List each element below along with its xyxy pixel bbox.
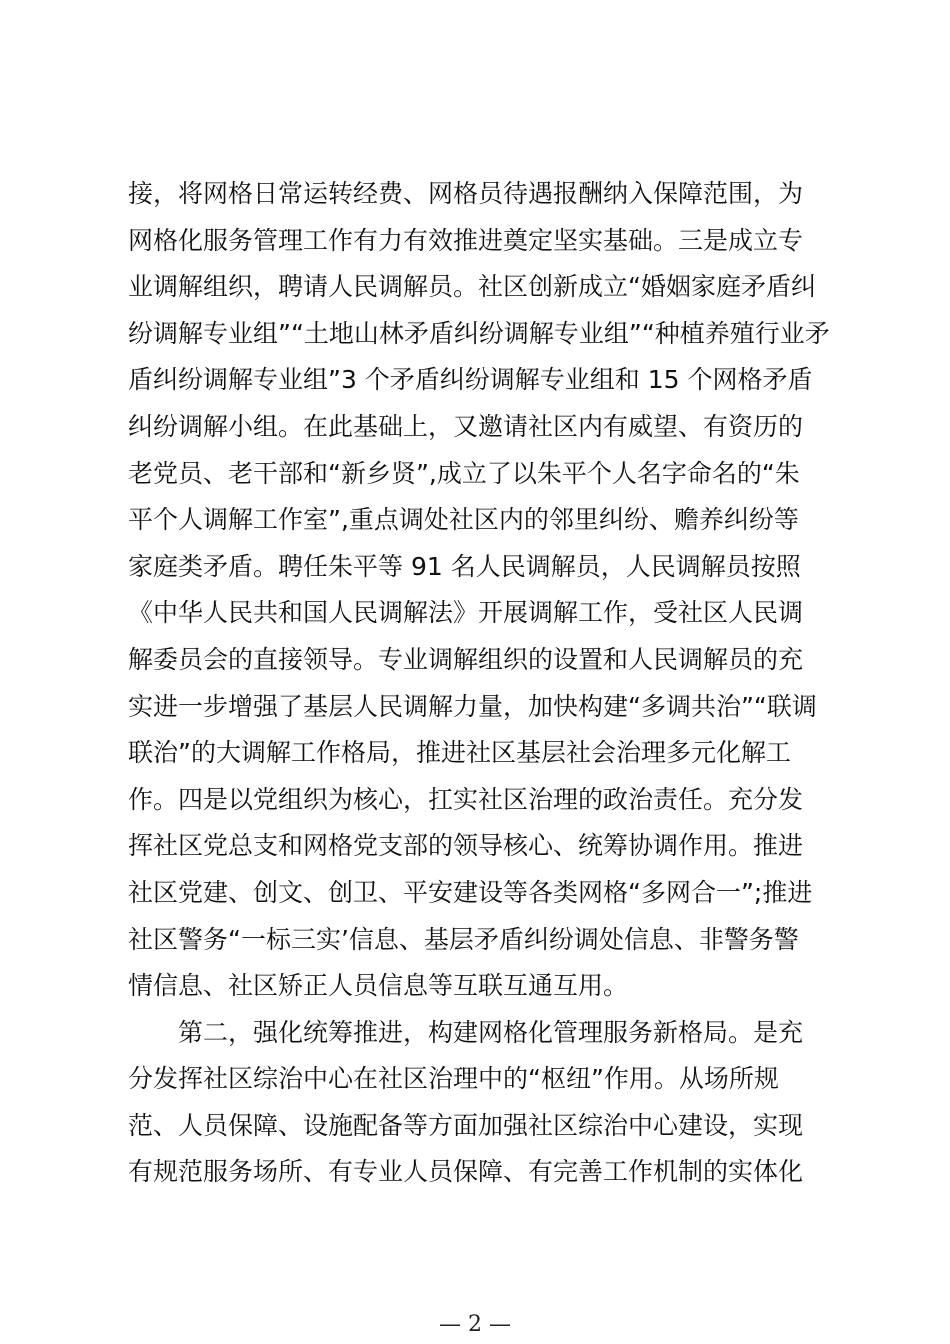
text-line: 分发挥社区综治中心在社区治理中的“枢纽”作用。从场所规 bbox=[128, 1064, 779, 1094]
text-line: 家庭类矛盾。聘任朱平等 91 名人民调解员，人民调解员按照 bbox=[128, 551, 801, 581]
text-line: 平个人调解工作室”,重点调处社区内的邻里纠纷、赡养纠纷等 bbox=[128, 505, 799, 535]
text-line: 纠纷调解小组。在此基础上，又邀请社区内有威望、有资历的 bbox=[128, 411, 804, 441]
text-line: 网格化服务管理工作有力有效推进奠定坚实基础。三是成立专 bbox=[128, 225, 804, 255]
body-text bbox=[128, 171, 828, 1196]
text-line: 实进一步增强了基层人民调解力量，加快构建“多调共治”“联调 bbox=[128, 691, 817, 721]
text-line: 接，将网格日常运转经费、网格员待遇报酬纳入保障范围，为 bbox=[128, 179, 804, 208]
text-line: 社区警务“一标三实’信息、基层矛盾纠纷调处信息、非警务警 bbox=[128, 924, 799, 954]
text-line: 作。四是以党组织为核心，扛实社区治理的政治责任。充分发 bbox=[128, 784, 804, 814]
page-number: — 2 — bbox=[439, 1312, 511, 1337]
text-line: 社区党建、创文、创卫、平安建设等各类网格“多网合一”;推进 bbox=[128, 877, 813, 907]
paragraph-start-line: 第二，强化统筹推进，构建网格化管理服务新格局。是充 bbox=[178, 1017, 804, 1047]
text-line: 纷调解专业组”“土地山林矛盾纠纷调解专业组”“种植养殖行业矛 bbox=[128, 318, 830, 348]
text-line: 情信息、社区矫正人员信息等互联互通互用。 bbox=[128, 971, 629, 1001]
text-line: 联治”的大调解工作格局，推进社区基层社会治理多元化解工 bbox=[128, 738, 791, 768]
text-line: 业调解组织，聘请人民调解员。社区创新成立“婚姻家庭矛盾纠 bbox=[128, 272, 816, 302]
text-line: 挥社区党总支和网格党支部的领导核心、统筹协调作用。推进 bbox=[128, 831, 804, 861]
text-line: 盾纠纷调解专业组”3 个矛盾纠纷调解专业组和 15 个网格矛盾 bbox=[128, 365, 813, 395]
text-line: 有规范服务场所、有专业人员保障、有完善工作机制的实体化 bbox=[128, 1157, 804, 1187]
text-line: 解委员会的直接领导。专业调解组织的设置和人民调解员的充 bbox=[128, 644, 804, 674]
text-line: 《中华人民共和国人民调解法》开展调解工作，受社区人民调 bbox=[128, 598, 804, 628]
text-line: 范、人员保障、设施配备等方面加强社区综治中心建设，实现 bbox=[128, 1110, 804, 1140]
text-line: 老党员、老干部和“新乡贤”,成立了以朱平个人名字命名的“朱 bbox=[128, 458, 800, 488]
